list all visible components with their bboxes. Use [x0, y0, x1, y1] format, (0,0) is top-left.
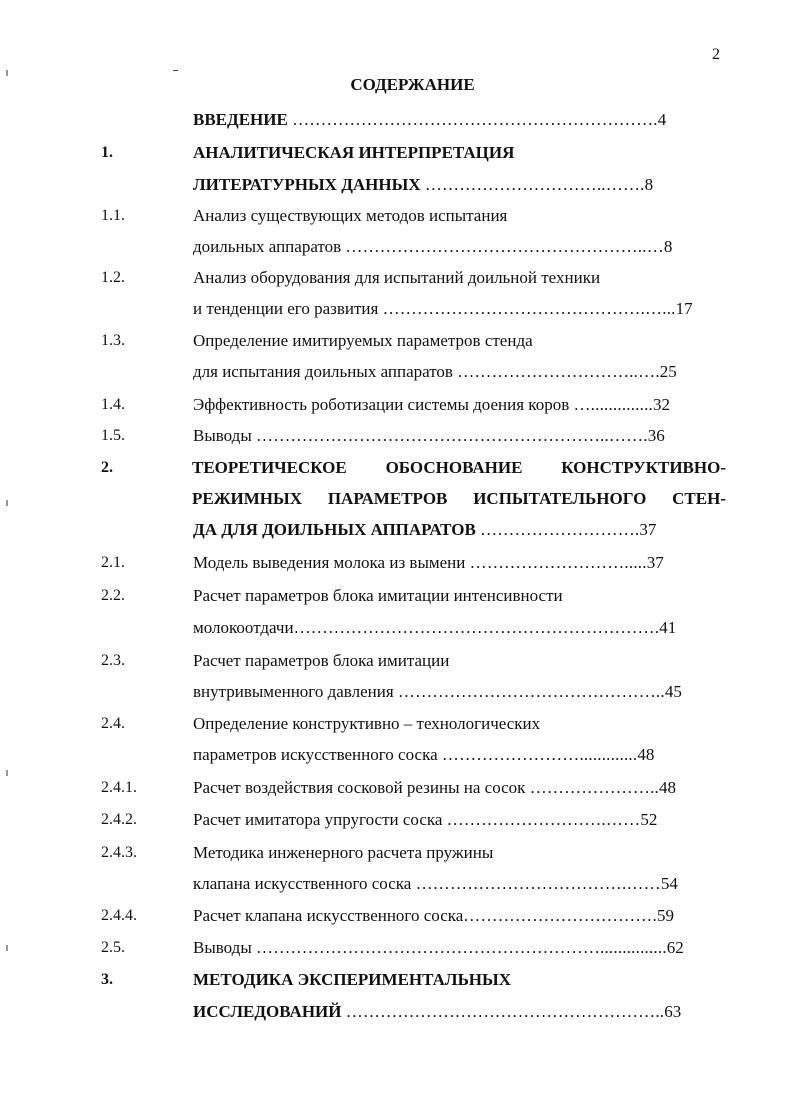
toc-entry-text: ЛИТЕРАТУРНЫХ ДАННЫХ — [193, 175, 425, 194]
toc-number: 1. — [101, 144, 113, 161]
toc-number: 2. — [101, 459, 113, 476]
toc-entry-line3 — [193, 520, 656, 540]
toc-leader: ……………………………………………………............... — [256, 938, 667, 957]
toc-entry-text: Расчет клапана искусственного соска — [193, 906, 464, 925]
toc-entry-2-5[interactable] — [193, 938, 684, 958]
toc-entry-line2 — [193, 237, 672, 257]
toc-entry-2-4-4[interactable] — [193, 906, 674, 926]
toc-entry-text: ДА ДЛЯ ДОИЛЬНЫХ АППАРАТОВ — [193, 520, 481, 539]
toc-entry-text: Эффективность роботизации системы доения коров — [193, 395, 574, 414]
toc-number: 1.5. — [101, 427, 125, 444]
toc-entry-text: Анализ оборудования для испытаний доильной техники — [193, 268, 601, 287]
toc-leader: ….............. — [573, 395, 653, 414]
toc-page: 25 — [659, 362, 677, 381]
toc-entry-text: ИССЛЕДОВАНИЙ — [193, 1002, 346, 1021]
toc-number: 1.3. — [101, 332, 125, 349]
toc-entry-line2 — [193, 362, 677, 382]
page-number: 2 — [712, 46, 720, 63]
toc-entry-line2 — [193, 618, 676, 638]
toc-entry-text: Модель выведения молока из вымени — [193, 553, 470, 572]
toc-entry-text: ВВЕДЕНИЕ — [193, 110, 293, 129]
toc-leader: ……………………............. — [441, 745, 638, 764]
toc-entry-line2 — [193, 1002, 681, 1022]
toc-page: 36 — [647, 426, 665, 445]
toc-page: 41 — [659, 618, 677, 637]
toc-leader: …………………………..…. — [457, 362, 660, 381]
toc-entry-text: молокоотдачи — [193, 618, 294, 637]
toc-leader: ………………………………………………………. — [292, 110, 658, 129]
toc-entry-2-4-2[interactable] — [193, 810, 657, 830]
toc-leader: ……………………………. — [463, 906, 657, 925]
toc-number: 2.4.4. — [101, 907, 137, 924]
toc-entry-line2 — [193, 175, 653, 195]
toc-number: 1.2. — [101, 269, 125, 286]
toc-page: 32 — [652, 395, 670, 414]
toc-entry-text: доильных аппаратов — [193, 237, 346, 256]
toc-leader: ………………………. — [480, 520, 640, 539]
toc-leader: ……………………………………………………..……. — [256, 426, 648, 445]
toc-page: 63 — [664, 1002, 682, 1021]
toc-page: 62 — [666, 938, 684, 957]
toc-page: 59 — [656, 906, 674, 925]
toc-number: 2.2. — [101, 587, 125, 604]
toc-number: 1.4. — [101, 396, 125, 413]
toc-number: 2.4.1. — [101, 779, 137, 796]
toc-page: 45 — [664, 682, 682, 701]
toc-leader: ……………………….…… — [446, 810, 641, 829]
toc-leader: ……………………………………………..… — [345, 237, 664, 256]
toc-entry-text: Расчет параметров блока имитации — [193, 651, 450, 670]
toc-leader: ………………………..... — [469, 553, 647, 572]
toc-page: 54 — [660, 874, 678, 893]
toc-entry-text: Выводы — [193, 426, 257, 445]
toc-page: 4 — [657, 110, 667, 129]
toc-number: 2.4.2. — [101, 811, 137, 828]
toc-leader: ……………………………………….…... — [382, 299, 676, 318]
toc-page: 48 — [637, 745, 655, 764]
toc-number: 2.4.3. — [101, 844, 137, 861]
toc-number: 1.1. — [101, 207, 125, 224]
toc-entry-text: Расчет воздействия сосковой резины на сосок — [193, 778, 530, 797]
toc-entry-text: ТЕОРЕТИЧЕСКОЕ ОБОСНОВАНИЕ КОНСТРУКТИВНО- — [192, 458, 726, 477]
toc-number: 2.1. — [101, 554, 125, 571]
toc-entry-text: параметров искусственного соска — [193, 745, 442, 764]
toc-entry-text: внутривыменного давления — [193, 682, 398, 701]
toc-page: 8 — [644, 175, 654, 194]
toc-number: 2.3. — [101, 652, 125, 669]
toc-number: 2.4. — [101, 715, 125, 732]
toc-number: 3. — [101, 971, 113, 988]
scan-speck — [6, 770, 8, 776]
toc-entry-text: Выводы — [193, 938, 257, 957]
toc-entry-text: РЕЖИМНЫХ ПАРАМЕТРОВ ИСПЫТАТЕЛЬНОГО СТЕН- — [192, 489, 726, 508]
scan-speck — [6, 500, 8, 506]
toc-leader: …………………………..……. — [424, 175, 645, 194]
toc-entry-text: Методика инженерного расчета пружины — [193, 843, 494, 862]
toc-leader: ……………………………………….. — [397, 682, 665, 701]
toc-entry-text: Определение имитируемых параметров стенда — [193, 331, 533, 350]
toc-entry-text: клапана искусственного соска — [193, 874, 416, 893]
toc-entry-1-4[interactable] — [193, 395, 670, 415]
toc-leader: ……………………………….…… — [415, 874, 661, 893]
toc-leader: ……………………………………………….. — [345, 1002, 665, 1021]
toc-entry-text: Определение конструктивно – технологических — [193, 714, 541, 733]
toc-entry-intro[interactable] — [193, 110, 666, 130]
toc-leader: ………………….. — [529, 778, 659, 797]
toc-page: 37 — [646, 553, 664, 572]
scan-speck — [6, 945, 8, 951]
toc-number: 2.5. — [101, 939, 125, 956]
toc-entry-2-1[interactable] — [193, 553, 664, 573]
toc-entry-line2 — [193, 745, 654, 765]
toc-page: 48 — [659, 778, 676, 797]
toc-entry-text: для испытания доильных аппаратов — [193, 362, 458, 381]
toc-entry-text: МЕТОДИКА ЭКСПЕРИМЕНТАЛЬНЫХ — [193, 970, 512, 989]
toc-entry-line2 — [193, 682, 682, 702]
toc-page: 17 — [675, 299, 693, 318]
toc-entry-text: Анализ существующих методов испытания — [193, 206, 508, 225]
toc-entry-text: Расчет имитатора упругости соска — [193, 810, 447, 829]
toc-page: 52 — [640, 810, 658, 829]
toc-entry-text: АНАЛИТИЧЕСКАЯ ИНТЕРПРЕТАЦИЯ — [193, 143, 515, 162]
page-title: СОДЕРЖАНИЕ — [350, 75, 475, 94]
toc-entry-line2 — [193, 299, 693, 319]
toc-page: 37 — [639, 520, 657, 539]
toc-leader: ………………………………………………………. — [293, 618, 660, 637]
toc-entry-text: Расчет параметров блока имитации интенсивности — [193, 586, 563, 605]
toc-entry-text: и тенденции его развития — [193, 299, 383, 318]
scan-mark — [173, 70, 178, 71]
toc-entry-line2 — [193, 874, 678, 894]
toc-entry-1-5[interactable] — [193, 426, 665, 446]
toc-page: 8 — [663, 237, 673, 256]
toc-entry-2-4-1[interactable] — [193, 778, 676, 798]
